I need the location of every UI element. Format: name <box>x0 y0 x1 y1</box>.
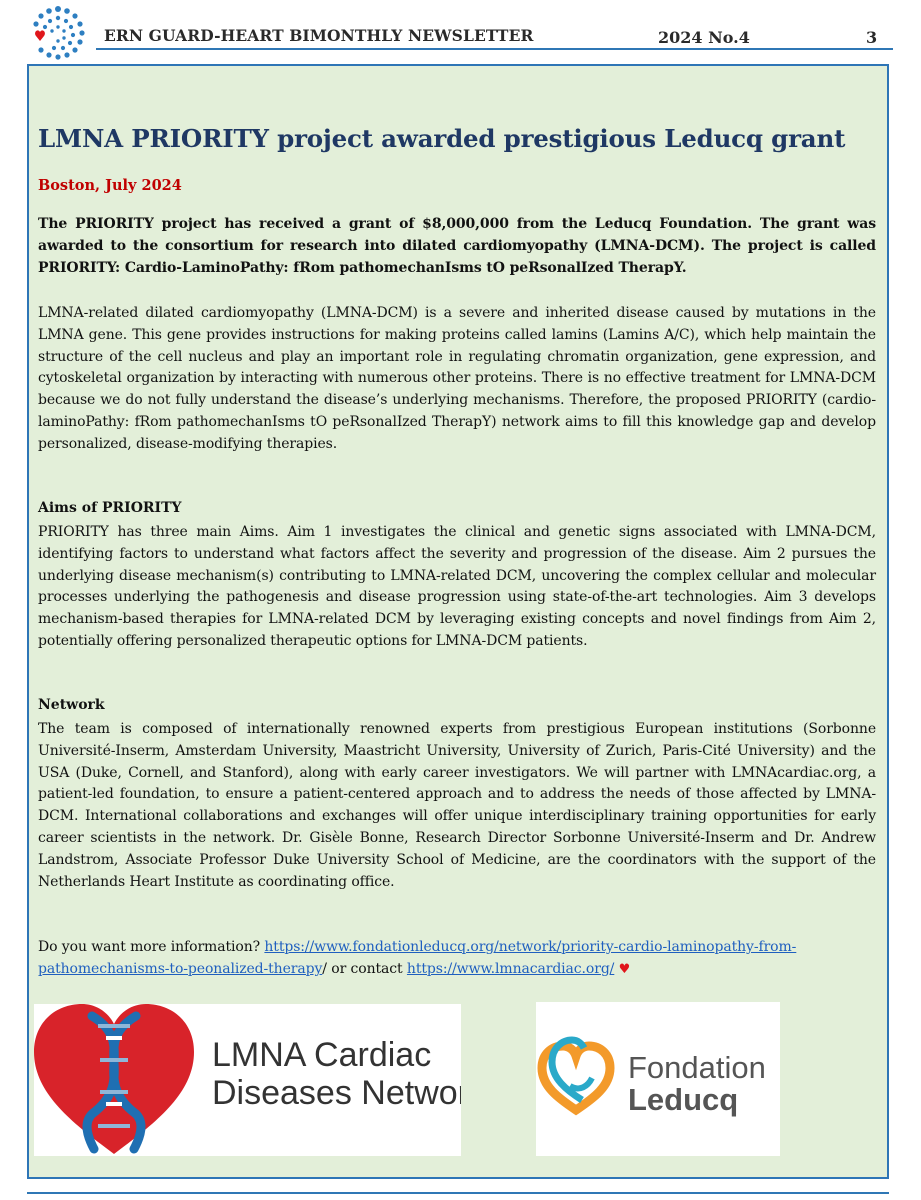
header-divider <box>96 48 893 50</box>
heart-icon: ♥ <box>618 961 631 977</box>
page-header <box>0 0 921 66</box>
fondation-leducq-logo <box>536 1002 780 1156</box>
network-paragraph: The team is composed of internationally renowned experts from prestigious European institutions (Sorbonne Université-Inserm, Amsterdam University, Maastricht University, University of Zurich, Paris-Cité University) and the USA (Duke, Cornell, and Stanford), along with early career investigators. We will partner with LMNAcardiac.org, a patient-led foundation, to ensure a patient-centered approach and to address the needs of those affected by LMNA-DCM. International collaborations and exchanges will offer unique interdisciplinary training opportunities for early career scientists in the network. Dr. Gisèle Bonne, Research Director Sorbonne Université-Inserm and Dr. Andrew Landstrom, Associate Professor Duke University School of Medicine, are the coordinators with the support of the Netherlands Heart Institute as coordinating office. <box>38 721 876 890</box>
newsletter-title: ERN GUARD-HEART BIMONTHLY NEWSLETTER <box>104 26 534 45</box>
network-heading: Network <box>38 697 105 713</box>
lmna-cardiac-link[interactable]: https://www.lmnacardiac.org/ <box>406 960 615 977</box>
leducq-logo-line2: Leducq <box>628 1082 739 1117</box>
page-number: 3 <box>866 28 878 47</box>
lmna-network-logo <box>34 1004 461 1156</box>
intro-paragraph: LMNA-related dilated cardiomyopathy (LMNA-DCM) is a severe and inherited disease caused by mutations in the LMNA gene. This gene provides instructions for making proteins called lamins (Lamins A/C), which help maintain the structure of the cell nucleus and play an important role in regulating chromatin organization, gene expression, and cytoskeletal organization by interacting with numerous other proteins. There is no effective treatment for LMNA-DCM because we do not fully understand the disease’s underlying mechanisms. Therefore, the proposed PRIORITY (cardio-laminoPathy: fRom pathomechanIsms tO peRsonalIzed TherapY) network aims to fill this knowledge gap and develop personalized, disease-modifying therapies. <box>38 305 876 452</box>
lmna-heart-dna-icon <box>34 1004 461 1156</box>
leducq-logo-line1: Fondation <box>628 1050 766 1085</box>
lmna-logo-line2: Diseases Network <box>212 1074 461 1112</box>
more-info-paragraph <box>38 937 876 981</box>
aims-heading: Aims of PRIORITY <box>38 500 182 516</box>
issue-number: 2024 No.4 <box>658 28 750 47</box>
leducq-hearts-icon <box>536 1002 780 1156</box>
footer-divider <box>27 1192 889 1194</box>
article-headline: LMNA PRIORITY project awarded prestigious Leducq grant <box>38 124 846 153</box>
lmna-logo-line1: LMNA Cardiac <box>212 1036 432 1074</box>
ern-guard-heart-logo-icon <box>30 5 86 61</box>
leducq-network-link[interactable]: https://www.fondationleducq.org/network/priority-cardio-laminopathy-from-pathomechanisms-to-peonalized-therapy <box>38 939 797 977</box>
more-info-middle: / or contact <box>322 960 407 977</box>
aims-paragraph: PRIORITY has three main Aims. Aim 1 investigates the clinical and genetic signs associated with LMNA-DCM, identifying factors to understand what factors affect the severity and progression of the disease. Aim 2 pursues the underlying disease mechanism(s) contributing to LMNA-related DCM, uncovering the complex cellular and molecular processes underlying the pathogenesis and disease progression using state-of-the-art technologies. Aim 3 develops mechanism-based therapies for LMNA-related DCM by leveraging existing concepts and novel findings from Aim 2, potentially offering personalized therapeutic options for LMNA-DCM patients. <box>38 524 876 649</box>
article-dateline: Boston, July 2024 <box>38 177 182 194</box>
more-info-prefix: Do you want more information? <box>38 939 265 955</box>
lead-paragraph: The PRIORITY project has received a grant of $8,000,000 from the Leducq Foundation. The grant was awarded to the consortium for research into dilated cardiomyopathy (LMNA-DCM). The project is called PRIORITY: Cardio-LaminoPathy: fRom pathomechanIsms tO peRsonalIzed TherapY. <box>38 216 876 276</box>
